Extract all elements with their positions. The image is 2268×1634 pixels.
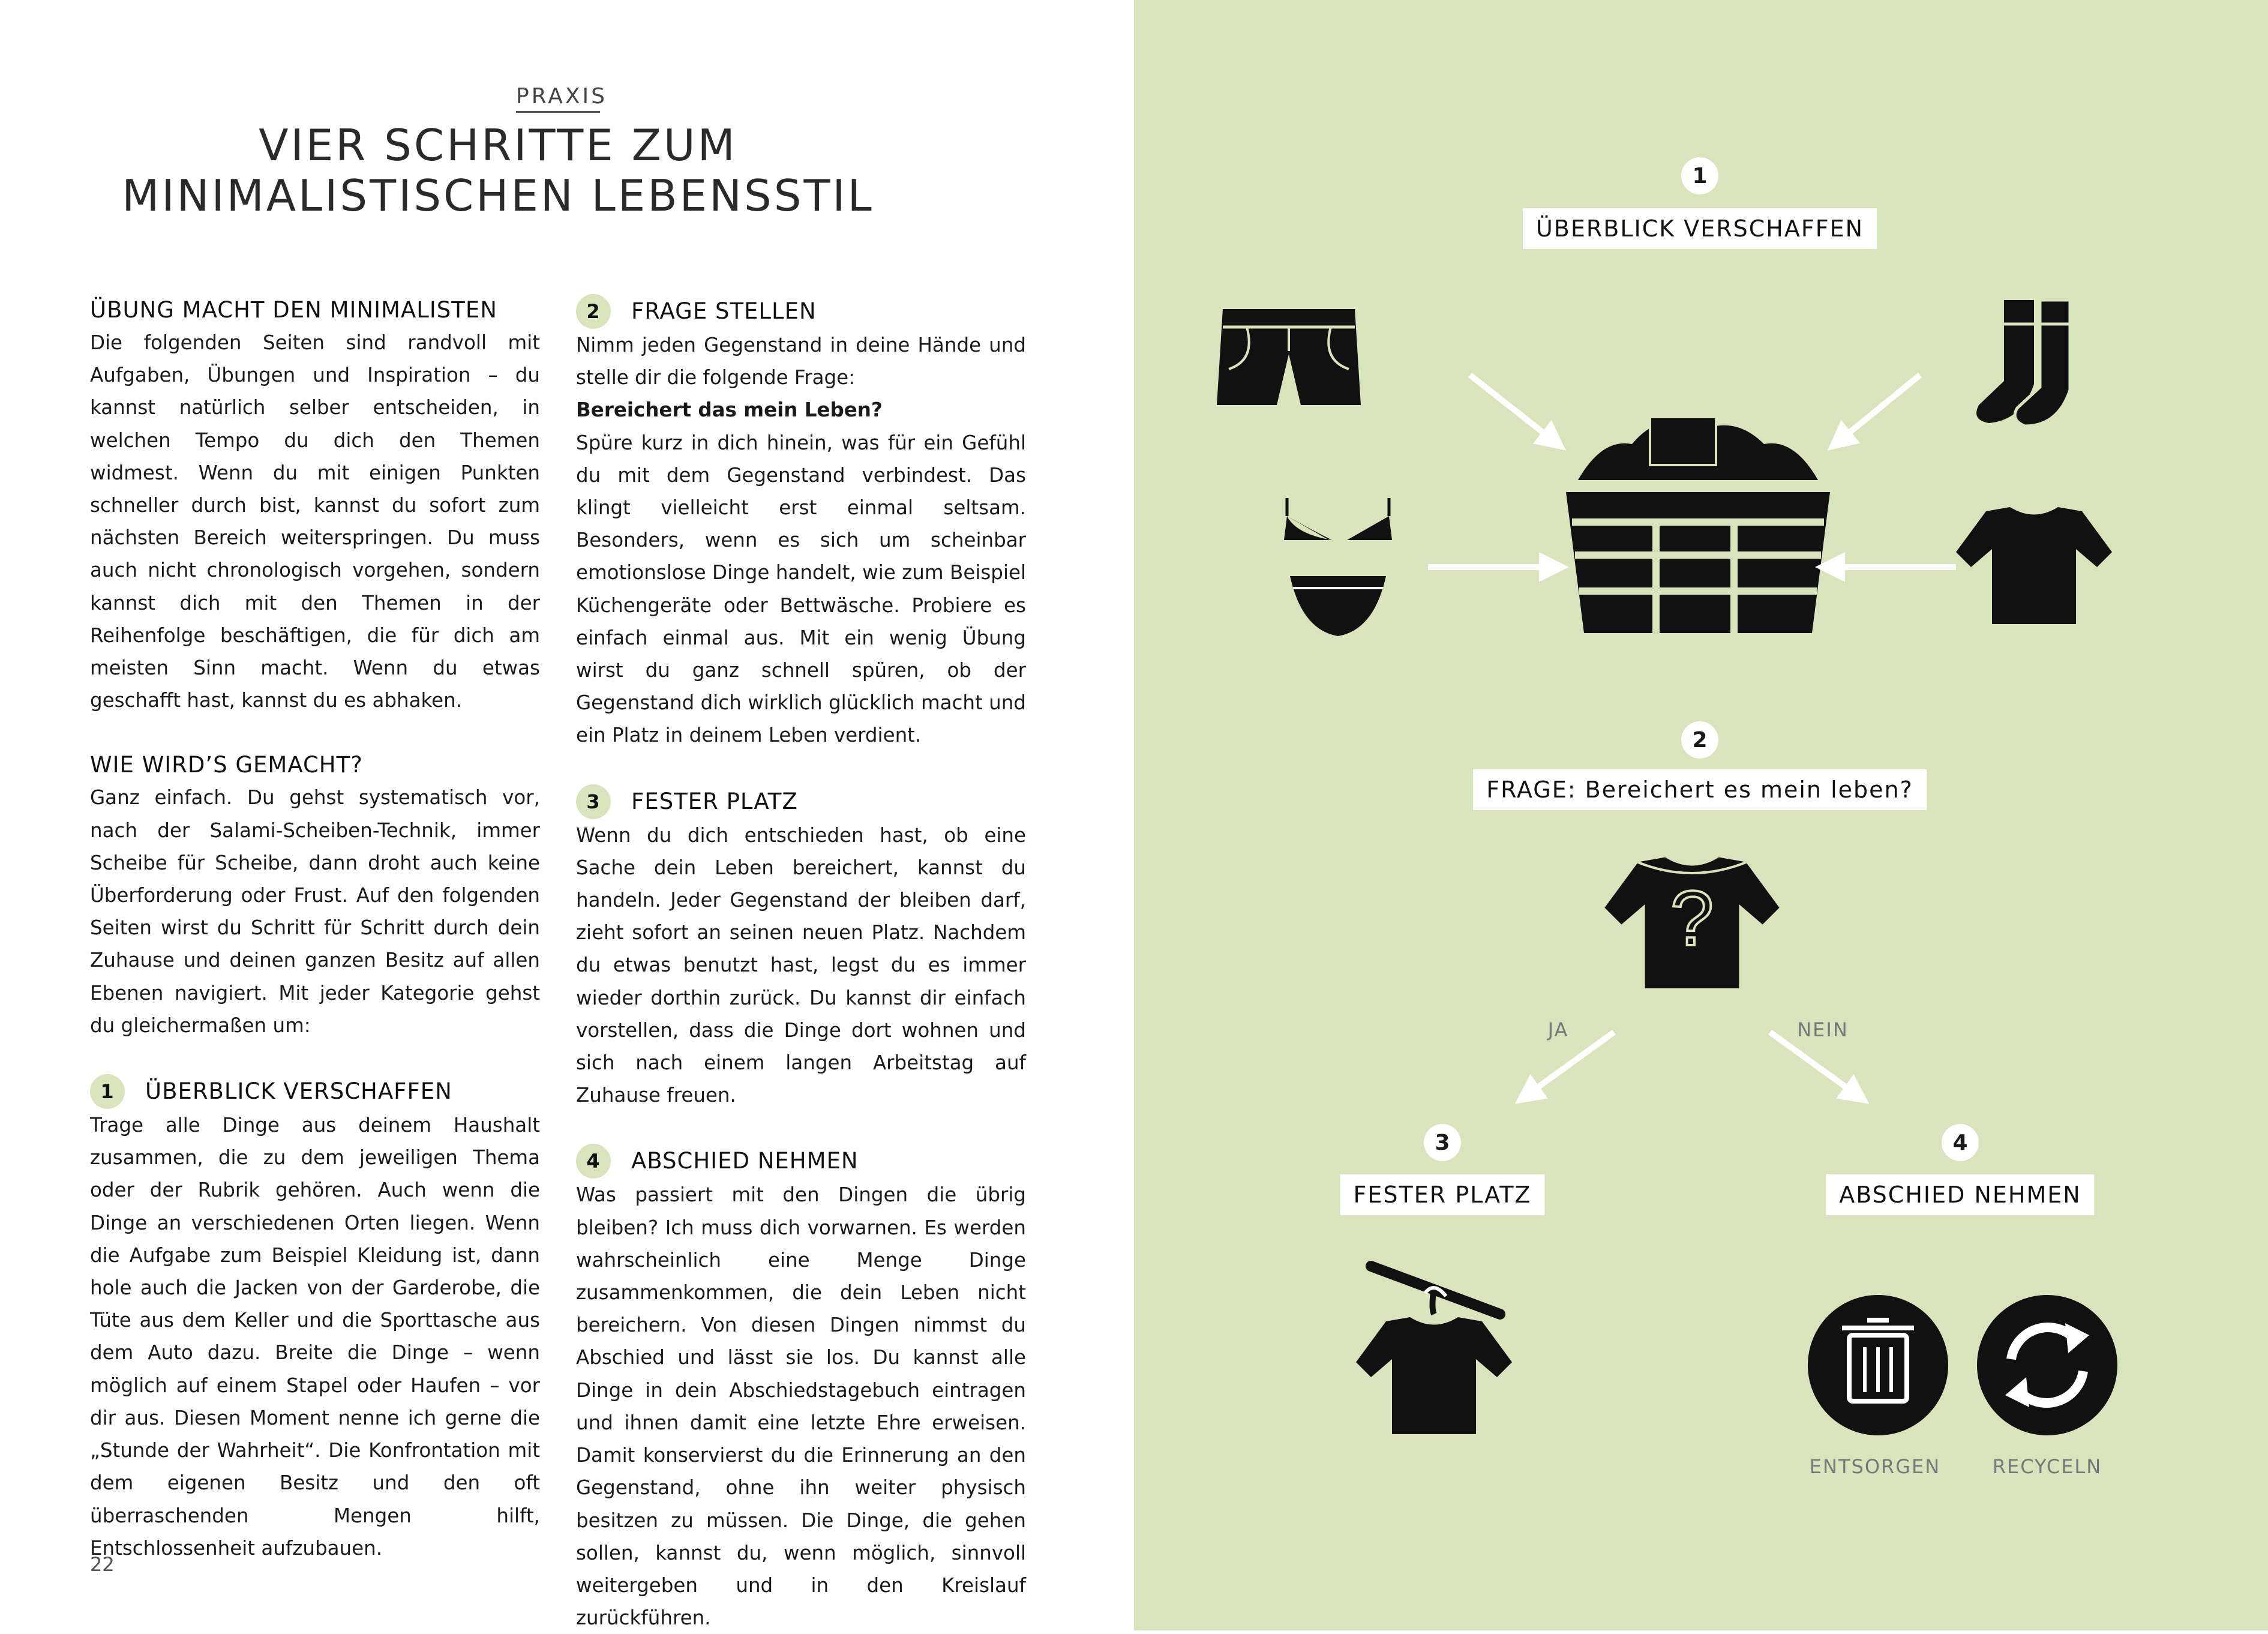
laundry-basket-icon [1566, 417, 1830, 633]
step-circle-3: 3 [1424, 1124, 1461, 1161]
section-heading: ÜBUNG MACHT DEN MINIMALISTEN [90, 297, 497, 323]
section-heading: WIE WIRD’S GEMACHT? [90, 752, 363, 778]
step-question: Bereichert das mein Leben? [576, 398, 883, 422]
step-paragraph: Wenn du dich entschieden hast, ob eine Sache dein Leben bereichert, kannst du handeln. Jeder Gegenstand der bleiben darf, zieht sofort an seinen neuen Platz. Nachdem du etwas benutzt hast, legst du es immer wieder dorthin zurück. Du kannst dir einfach vorstellen, dass die Dinge dort wohnen und sich nach einem langen Arbeitstag auf Zuhause freuen. [576, 823, 1026, 1107]
title-line-2: MINIMALISTISCHEN LEBENSSTIL [122, 170, 874, 221]
section-paragraph: Die folgenden Seiten sind randvoll mit Aufgaben, Übungen und Inspiration – du kannst natürlich selber entscheiden, in welchen Tempo du dich den Themen widmest. Wenn du mit einigen Punkten schneller durch bist, kannst du sofort zum nächsten Bereich weiterspringen. Du muss auch nicht chronologisch vorgehen, sondern kannst dich mit den Themen in der Reihenfolge beschäftigen, die für dich am meisten Sinn macht. Wenn du etwas geschafft hast, kannst du es abhaken. [90, 331, 540, 712]
step-circle-4: 4 [1942, 1124, 1979, 1161]
page-number: 22 [90, 1553, 115, 1576]
step-heading-label: ÜBERBLICK VERSCHAFFEN [145, 1078, 452, 1105]
trash-icon [1808, 1295, 1948, 1435]
section-paragraph: Ganz einfach. Du gehst systematisch vor, nach der Salami-Scheiben-Technik, immer Scheibe für Scheibe, dann droht auch keine Überforderung oder Frust. Auf den folgenden Seiten wirst du Schritt für Schritt durch dein Zuhause und deinen ganzen Besitz auf allen Ebenen navigiert. Mit jeder Kategorie gehst du gleichermaßen um: [90, 786, 540, 1037]
shorts-icon [1217, 309, 1361, 405]
step-heading-2 [576, 294, 1026, 329]
step-heading-label: FRAGE STELLEN [631, 298, 817, 324]
answer-yes: JA [1547, 1018, 1569, 1041]
step-paragraph: Nimm jeden Gegenstand in deine Hände und stelle dir die folgende Frage: [576, 334, 1026, 389]
step-label-2: FRAGE: Bereichert es mein leben? [1473, 769, 1927, 810]
left-page [0, 0, 1134, 1630]
arrow-no [1770, 1032, 1857, 1095]
step-heading-label: FESTER PLATZ [631, 788, 798, 814]
step-number-badge: 3 [576, 784, 611, 819]
section-kicker: PRAXIS [516, 84, 600, 113]
socks-icon [1976, 300, 2070, 426]
tshirt-icon [1956, 507, 2112, 624]
question-tshirt-icon [1604, 858, 1779, 988]
arrow-yes [1527, 1032, 1614, 1095]
dispose-label: ENTSORGEN [1809, 1455, 1941, 1478]
question-mark: ? [1670, 874, 1714, 962]
title-line-1: VIER SCHRITTE ZUM [259, 120, 737, 170]
step-label-1: ÜBERBLICK VERSCHAFFEN [1523, 208, 1877, 249]
recycle-icon [1977, 1295, 2117, 1435]
step-label-3: FESTER PLATZ [1340, 1174, 1545, 1215]
step-number-badge: 1 [90, 1074, 125, 1109]
step-number-badge: 4 [576, 1144, 611, 1179]
hanger-tshirt-icon [1356, 1266, 1512, 1434]
recycle-label: RECYCELN [1992, 1455, 2102, 1478]
step-number-badge: 2 [576, 294, 611, 329]
step-label-4: ABSCHIED NEHMEN [1826, 1174, 2094, 1215]
bikini-icon [1284, 498, 1392, 636]
step-paragraph: Spüre kurz in dich hinein, was für ein Gefühl du mit dem Gegenstand verbindest. Das klingt vielleicht erst einmal seltsam. Besonders, wenn es sich um scheinbar emotionslose Dinge handelt, wie zum Beispiel Küchengeräte oder Bettwäsche. Probiere es einfach einmal aus. Mit ein wenig Übung wirst du ganz schnell spüren, ob der Gegenstand dich wirklich glücklich macht und ein Platz in deinem Leben verdient. [576, 431, 1026, 747]
step-paragraph: Trage alle Dinge aus deinem Haushalt zusammen, die zu dem jeweiligen Thema oder der Rubrik gehören. Auch wenn die Dinge an verschiedenen Orten liegen. Wenn die Aufgabe zum Beispiel Kleidung ist, dann hole auch die Jacken von der Garderobe, die Tüte aus dem Keller und die Sporttasche aus dem Auto dazu. Breite die Dinge – wenn möglich auf einem Stapel oder Haufen – vor dir aus. Diesen Moment nenne ich gerne die „Stunde der Wahrheit“. Die Konfrontation mit dem eigenen Besitz und den oft überraschenden Mengen hilft, Entschlossenheit aufzubauen. [90, 1114, 540, 1560]
answer-no: NEIN [1797, 1018, 1849, 1041]
step-heading-1 [90, 1074, 540, 1109]
text-column-1 [90, 294, 540, 1564]
text-column-2 [576, 294, 1026, 1634]
step-circle-1: 1 [1681, 157, 1718, 194]
step-paragraph: Was passiert mit den Dingen die übrig bleiben? Ich muss dich vorwarnen. Es werden wahrscheinlich eine Menge Dinge zusammenkommen, die dein Leben nicht bereichern. Von diesen Dingen nimmst du Abschied und lässt sie los. Du kannst alle Dinge in dein Abschiedstagebuch eintragen und ihnen damit eine letzte Ehre erweisen. Damit konservierst du die Erinnerung an den Gegenstand, ohne ihn weiter physisch besitzen zu müssen. Die Dinge, die gehen sollen, kannst du, wenn möglich, sinnvoll weitergeben und in den Kreislauf zurückführen. [576, 1183, 1026, 1630]
step-heading-4 [576, 1144, 1026, 1179]
arrow [1839, 375, 1920, 441]
page-title [120, 120, 876, 221]
arrow [1470, 375, 1554, 441]
step-circle-2: 2 [1681, 721, 1718, 758]
step-heading-3 [576, 784, 1026, 819]
step-heading-label: ABSCHIED NEHMEN [631, 1148, 859, 1174]
